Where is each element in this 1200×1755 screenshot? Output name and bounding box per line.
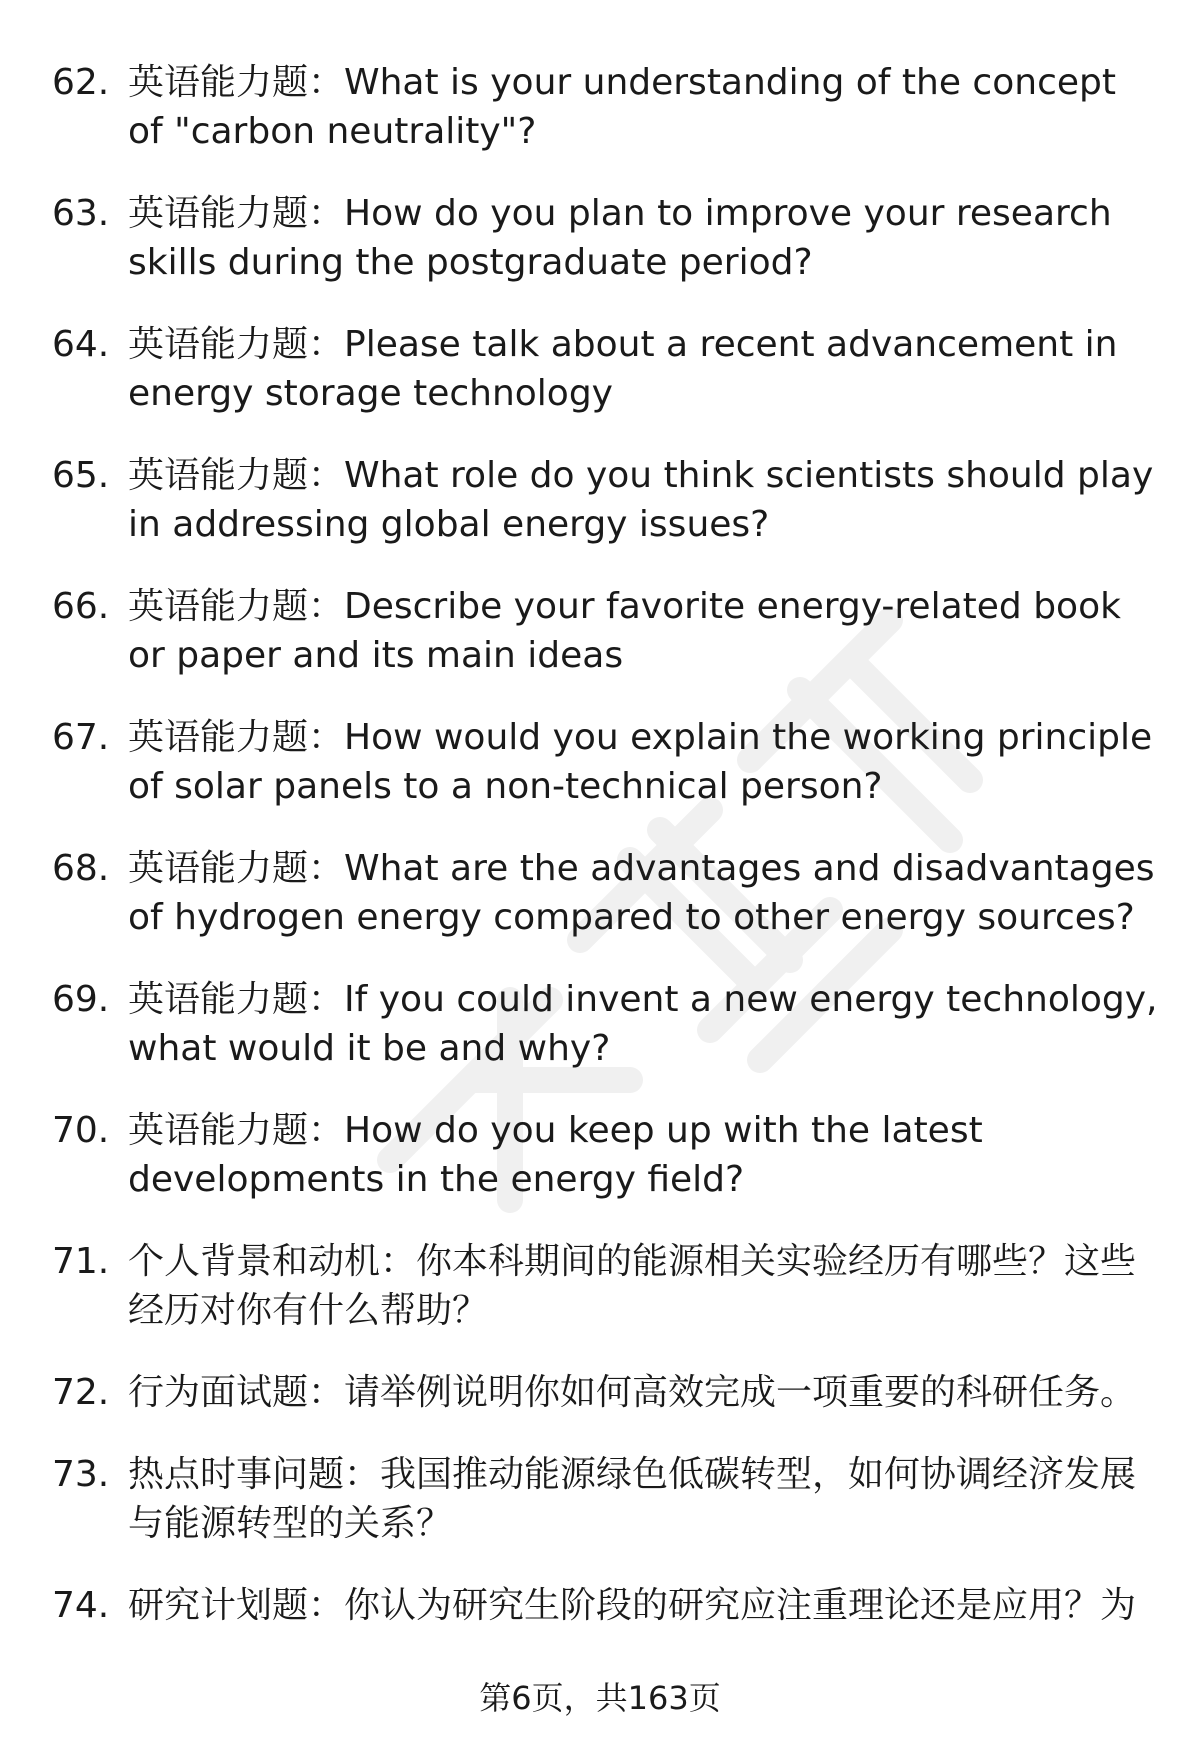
question-item-71 xyxy=(0,1237,1200,1335)
question-number: 71. xyxy=(52,1241,110,1282)
question-text: 热点时事问题：我国推动能源绿色低碳转型，如何协调经济发展与能源转型的关系？ xyxy=(128,1454,1137,1544)
page-footer xyxy=(0,1678,1200,1718)
question-number: 73. xyxy=(52,1454,110,1495)
question-number: 72. xyxy=(52,1372,110,1413)
question-text: 个人背景和动机：你本科期间的能源相关实验经历有哪些？这些经历对你有什么帮助？ xyxy=(128,1241,1137,1331)
question-number: 62. xyxy=(52,62,110,103)
question-number: 66. xyxy=(52,586,110,627)
question-number: 64. xyxy=(52,324,110,365)
question-item-63 xyxy=(0,189,1200,287)
question-item-64 xyxy=(0,320,1200,418)
question-text: 行为面试题：请举例说明你如何高效完成一项重要的科研任务。 xyxy=(128,1372,1137,1413)
question-text: 英语能力题：Describe your favorite energy-related book or paper and its main ideas xyxy=(128,586,1121,676)
question-text: 英语能力题：What role do you think scientists should play in addressing global energy issues? xyxy=(128,455,1154,545)
question-text: 英语能力题：What is your understanding of the concept of "carbon neutrality"? xyxy=(128,62,1116,152)
question-number: 63. xyxy=(52,193,110,234)
question-text: 英语能力题：If you could invent a new energy technology, what would it be and why? xyxy=(128,979,1158,1069)
question-item-69 xyxy=(0,975,1200,1073)
page-number-label: 第6页，共163页 xyxy=(479,1679,721,1717)
question-number: 67. xyxy=(52,717,110,758)
question-text: 英语能力题：How do you keep up with the latest developments in the energy field? xyxy=(128,1110,983,1200)
question-item-62 xyxy=(0,58,1200,156)
question-text: 英语能力题：What are the advantages and disadvantages of hydrogen energy compared to other energy sources? xyxy=(128,848,1155,938)
question-item-68 xyxy=(0,844,1200,942)
question-number: 69. xyxy=(52,979,110,1020)
question-item-66 xyxy=(0,582,1200,680)
question-item-72 xyxy=(0,1368,1200,1417)
question-number: 70. xyxy=(52,1110,110,1151)
question-item-67 xyxy=(0,713,1200,811)
question-text: 英语能力题：How would you explain the working principle of solar panels to a non-technical person? xyxy=(128,717,1153,807)
question-item-70 xyxy=(0,1106,1200,1204)
question-text: 英语能力题：Please talk about a recent advancement in energy storage technology xyxy=(128,324,1118,414)
question-number: 65. xyxy=(52,455,110,496)
question-number: 68. xyxy=(52,848,110,889)
question-item-74 xyxy=(0,1581,1200,1630)
question-text: 英语能力题：How do you plan to improve your research skills during the postgraduate period? xyxy=(128,193,1112,283)
question-item-65 xyxy=(0,451,1200,549)
question-number: 74. xyxy=(52,1585,110,1626)
question-item-73 xyxy=(0,1450,1200,1548)
question-list xyxy=(0,58,1200,1663)
question-text: 研究计划题：你认为研究生阶段的研究应注重理论还是应用？为 xyxy=(128,1585,1137,1626)
